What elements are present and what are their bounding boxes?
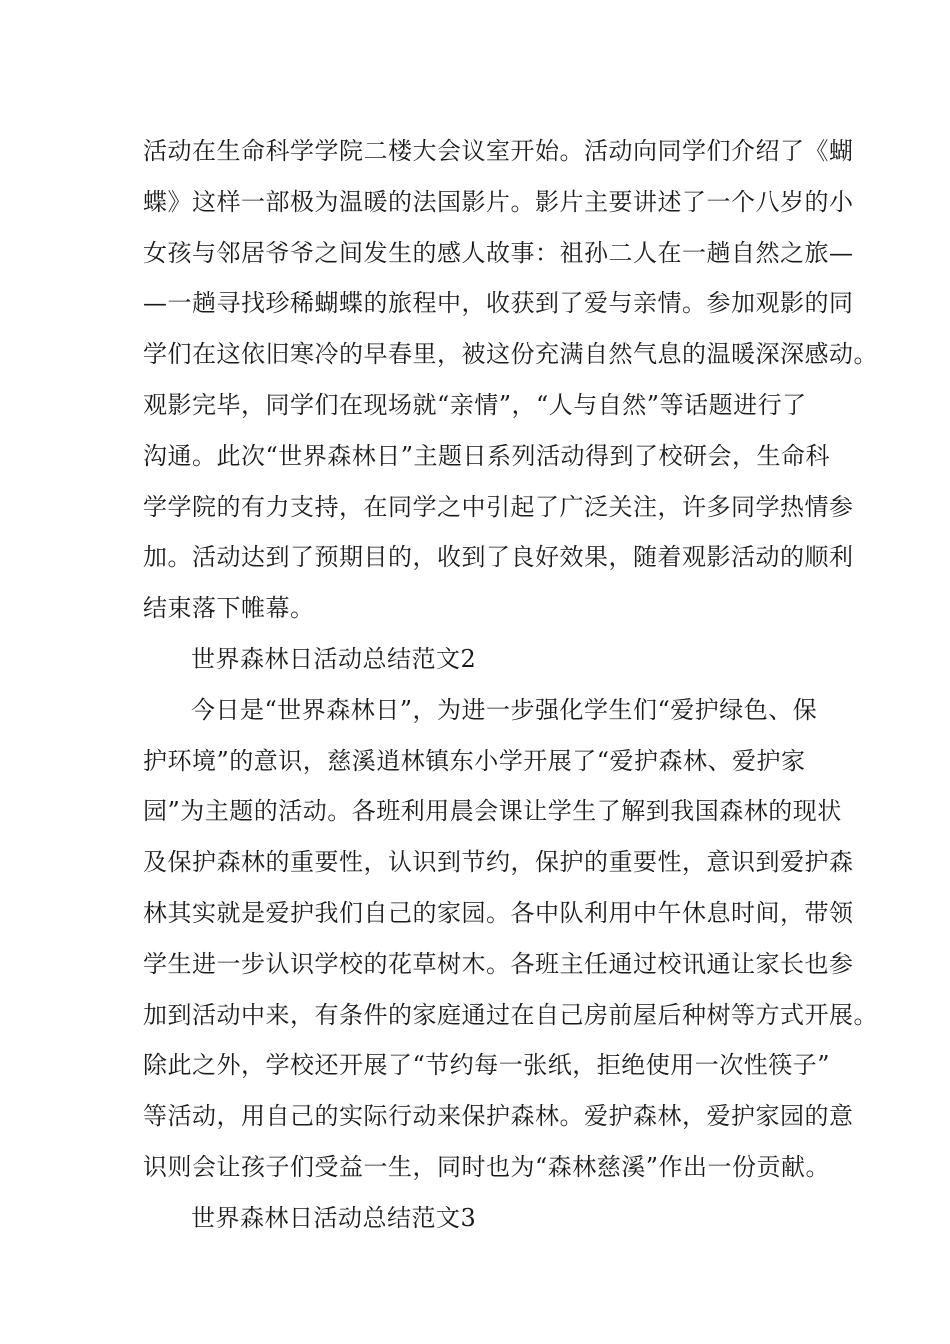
text-line: 林其实就是爱护我们自己的家园。各中队利用中午休息时间，带领 (143, 898, 854, 927)
text-line: 结束落下帷幕。 (143, 594, 315, 623)
text-line: 活动在生命科学学院二楼大会议室开始。活动向同学们介绍了《蝴 (143, 137, 854, 165)
text-line: 学学院的有力支持，在同学之中引起了广泛关注，许多同学热情参 (143, 492, 854, 521)
section-heading: 世界森林日活动总结范文3 (191, 1203, 477, 1232)
text-line: 学生进一步认识学校的花草树木。各班主任通过校讯通让家长也参 (143, 949, 854, 978)
text-line: 学们在这依旧寒冷的早春里，被这份充满自然气息的温暖深深感动。 (143, 340, 878, 369)
text-line: 加到活动中来，有条件的家庭通过在自己房前屋后种树等方式开展。 (143, 1000, 878, 1029)
text-line: 沟通。此次“世界森林日”主题日系列活动得到了校研会，生命科 (143, 441, 831, 470)
text-line: 蝶》这样一部极为温暖的法国影片。影片主要讲述了一个八岁的小 (143, 187, 854, 216)
text-line: —一趟寻找珍稀蝴蝶的旅程中，收获到了爱与亲情。参加观影的同 (143, 289, 854, 318)
text-line: 及保护森林的重要性，认识到节约，保护的重要性，意识到爱护森 (143, 848, 854, 877)
text-line: 护环境”的意识，慈溪逍林镇东小学开展了“爱护森林、爱护家 (143, 746, 806, 775)
text-line: 园”为主题的活动。各班利用晨会课让学生了解到我国森林的现状 (143, 797, 842, 826)
text-line: 识则会让孩子们受益一生，同时也为“森林慈溪”作出一份贡献。 (143, 1152, 831, 1181)
document-body (143, 126, 878, 1244)
text-line: 今日是“世界森林日”，为进一步强化学生们“爱护绿色、保 (191, 695, 818, 724)
text-line: 除此之外，学校还开展了“节约每一张纸，拒绝使用一次性筷子” (143, 1051, 831, 1080)
text-line: 等活动，用自己的实际行动来保护森林。爱护森林，爱护家园的意 (143, 1102, 854, 1131)
text-line: 女孩与邻居爷爷之间发生的感人故事：祖孙二人在一趟自然之旅— (143, 238, 854, 267)
text-line: 观影完毕，同学们在现场就“亲情”，“人与自然”等话题进行了 (143, 390, 807, 419)
section-heading: 世界森林日活动总结范文2 (191, 644, 477, 673)
text-line: 加。活动达到了预期目的，收到了良好效果，随着观影活动的顺利 (143, 543, 854, 572)
